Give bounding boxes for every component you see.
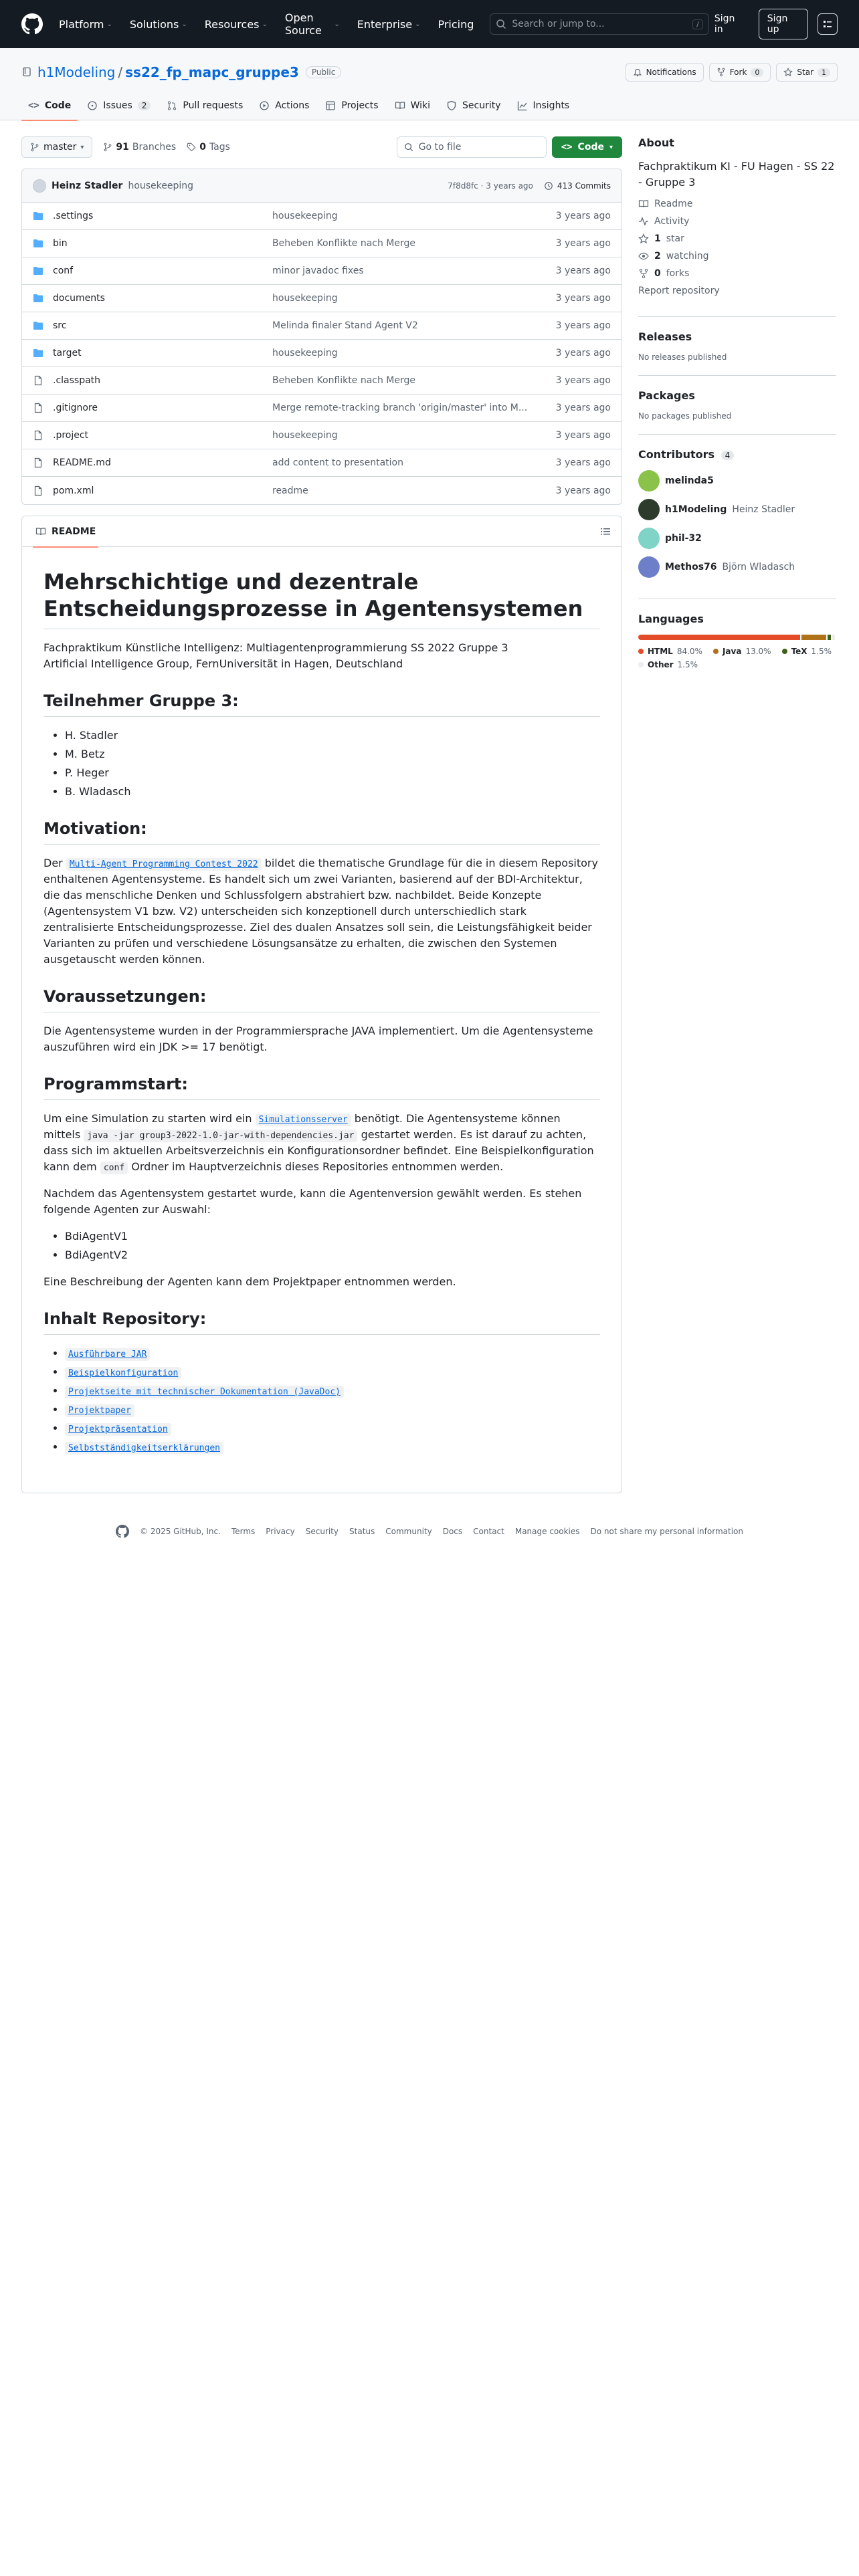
folder-icon [33,320,43,331]
jar-link[interactable]: Ausführbare JAR [65,1347,150,1360]
list-item: • BdiAgentV1 [65,1228,600,1245]
presentation-link[interactable]: Projektpräsentation [65,1422,171,1434]
language-bar-segment [832,635,835,640]
chevron-down-icon: ⌄ [181,20,187,28]
readme-tab[interactable]: README [33,516,98,547]
pulse-icon [638,216,649,227]
commit-author[interactable]: Heinz Stadler [52,180,123,191]
file-icon [33,430,43,441]
file-name-link[interactable]: bin [53,238,68,249]
file-commit-date: 3 years ago [555,403,611,413]
agents-list [43,1228,600,1263]
report-repository-link[interactable]: Report repository [638,286,720,296]
file-name-link[interactable]: target [53,348,82,358]
nav-platform[interactable]: Platform ⌄ [59,17,112,31]
avatar [638,499,660,520]
about-heading: About [638,136,674,149]
footer-link[interactable]: Community [385,1527,432,1536]
file-row[interactable] [22,367,622,395]
list-item [65,1346,600,1362]
file-commit-date: 3 years ago [555,457,611,468]
github-logo-icon[interactable] [116,1525,129,1538]
file-row[interactable] [22,203,622,230]
menu-icon[interactable] [818,13,838,35]
book-icon [638,199,649,209]
file-name-link[interactable]: .classpath [53,375,101,386]
avatar [638,528,660,549]
language-bar-segment [638,635,800,640]
file-toolbar [21,136,622,158]
file-name-link[interactable]: .project [53,430,89,441]
content-links-list [43,1346,600,1455]
nav-solutions[interactable]: Solutions ⌄ [129,17,187,31]
file-icon [33,375,43,386]
file-commit-date: 3 years ago [555,238,611,249]
heading-repo-content: Inhalt Repository: [43,1309,600,1335]
mapc-2022-link[interactable]: Multi-Agent Programming Contest 2022 [66,857,262,869]
tab-pull-requests[interactable]: Pull requests [160,95,250,120]
repo-owner-link[interactable]: h1Modeling [37,64,116,80]
file-row[interactable] [22,395,622,422]
global-header [0,0,859,48]
heading-members: Teilnehmer Gruppe 3: [43,691,600,717]
page-footer [0,1525,859,1538]
avatar [638,556,660,578]
readme-panel [21,516,622,1493]
folder-icon [33,211,43,221]
commit-message[interactable]: housekeeping [128,180,194,191]
file-row[interactable] [22,477,622,504]
list-item: • H. Stadler [65,728,600,744]
tab-wiki[interactable]: Wiki [388,95,437,120]
fork-button[interactable]: Fork 0 [709,63,771,82]
tab-security[interactable]: Security [440,95,508,120]
nav-pricing[interactable]: Pricing [438,17,474,31]
list-item: • M. Betz [65,746,600,762]
play-icon [259,100,270,111]
file-name-link[interactable]: .gitignore [53,403,98,413]
members-list [43,728,600,800]
notifications-button[interactable]: Notifications [626,63,704,82]
commits-history-link[interactable]: 413 Commits [544,181,611,191]
tab-insights[interactable]: Insights [510,95,577,120]
language-bar-segment [801,635,826,640]
file-row[interactable] [22,340,622,367]
latest-commit [22,169,622,203]
contributors-count: 4 [721,451,735,460]
sign-in-link[interactable]: Sign in [714,13,735,35]
branch-icon [30,142,39,152]
file-name-link[interactable]: documents [53,293,105,304]
avatar [33,179,46,193]
heading-program-start: Programmstart: [43,1074,600,1100]
file-commit-message[interactable]: housekeeping [272,211,338,221]
file-name-link[interactable]: .settings [53,211,94,221]
tab-code[interactable]: <> Code [21,95,78,120]
no-releases-text: No releases published [638,352,727,362]
contributor-item[interactable]: h1Modeling Heinz Stadler [638,499,836,520]
tags-link[interactable]: 0 Tags [187,142,230,152]
file-row[interactable] [22,449,622,477]
repo-header [0,48,859,120]
file-commit-date: 3 years ago [555,485,611,496]
shield-icon [446,100,457,111]
avatar [638,470,660,492]
chevron-down-icon: ⌄ [334,20,340,28]
github-logo-icon[interactable] [21,13,43,35]
contributor-item[interactable]: melinda5 [638,470,836,492]
list-item: • P. Heger [65,765,600,781]
packages-heading[interactable]: Packages [638,389,695,402]
file-name-link[interactable]: src [53,320,67,331]
file-commit-date: 3 years ago [555,430,611,441]
footer-link[interactable]: Terms [231,1527,256,1536]
language-color-dot [713,649,719,654]
file-row[interactable] [22,312,622,340]
repo-tabs [21,95,838,120]
file-row[interactable] [22,285,622,312]
folder-icon [33,238,43,249]
file-name-link[interactable]: README.md [53,457,111,468]
readme-intro: Fachpraktikum Künstliche Intelligenz: Multiagentenprogrammierung SS 2022 Gruppe 3 Artificial Intelligence Group, FernUniversität in Hagen, Deutschland [43,641,508,670]
watchers-link[interactable]: 2 watching [638,251,836,261]
readme-content [22,547,622,1493]
activity-link[interactable]: Activity [638,216,836,227]
file-commit-date: 3 years ago [555,375,611,386]
file-commit-date: 3 years ago [555,265,611,276]
global-nav [59,11,474,37]
releases-heading[interactable]: Releases [638,330,692,343]
language-color-dot [638,662,644,667]
forks-link[interactable]: 0 forks [638,268,836,279]
folder-icon [33,293,43,304]
contributors-heading[interactable]: Contributors 4 [638,448,836,461]
file-row[interactable] [22,257,622,285]
file-commit-message[interactable]: housekeeping [272,430,338,441]
pull-request-icon [167,100,177,111]
branch-selector[interactable]: master ▾ [21,136,92,158]
history-icon [544,181,553,191]
eye-icon [638,251,649,261]
list-item [65,1420,600,1436]
chevron-down-icon: ⌄ [106,20,112,28]
visibility-badge: Public [306,66,342,78]
config-example-link[interactable]: Beispielkonfiguration [65,1366,181,1378]
language-bar [638,635,836,640]
footer-link[interactable]: Status [349,1527,375,1536]
language-item[interactable]: HTML 84.0% [638,647,702,656]
nav-resources[interactable]: Resources ⌄ [204,17,268,31]
tab-actions[interactable]: Actions [252,95,316,120]
list-item [65,1439,600,1455]
project-paper-link[interactable]: Projektpaper [65,1403,134,1416]
list-item: • BdiAgentV2 [65,1247,600,1263]
code-dropdown-button[interactable]: <> Code ▾ [552,136,622,158]
jar-command-code: java -jar group3-2022-1.0-jar-with-dependencies.jar [84,1130,357,1142]
simulation-server-link[interactable]: Simulationsserver [256,1112,351,1125]
list-item [65,1383,600,1399]
list-item [65,1364,600,1380]
javadoc-link[interactable]: Projektseite mit technischer Dokumentation (JavaDoc) [65,1384,344,1397]
agent-description-paragraph: Eine Beschreibung der Agenten kann dem Projektpaper entnommen werden. [43,1275,456,1288]
program-start-paragraph: Um eine Simulation zu starten wird ein Simulationsserver benötigt. Die Agentensysteme können mittels java -jar group3-2022-1.0-jar-with-dependencies.jar gestartet werden. Es ist darauf zu achten, dass sich im aktuellen Arbeitsverzeichnis ein Konfigurationsordner befindet. Eine Beispielkonfiguration kann dem conf Ordner im Hauptverzeichnis dieses Repositories entnommen werden. [43,1112,594,1173]
fork-icon [717,68,726,77]
heading-motivation: Motivation: [43,819,600,845]
file-icon [33,403,43,413]
contributor-item[interactable]: Methos76 Björn Wladasch [638,556,836,578]
footer-link[interactable]: Docs [442,1527,463,1536]
file-commit-message[interactable]: Melinda finaler Stand Agent V2 [272,320,418,331]
repo-path-separator: / [118,64,123,80]
stars-link[interactable]: 1 star [638,233,836,244]
search-icon [404,142,413,152]
branch-icon [103,142,112,152]
languages-heading: Languages [638,613,704,625]
footer-link[interactable]: Manage cookies [514,1527,580,1536]
file-commit-message[interactable]: readme [272,485,308,496]
search-input[interactable]: Search or jump to... / [490,13,708,35]
chevron-down-icon: ⌄ [415,20,421,28]
list-item [65,1402,600,1418]
repo-sidebar [638,136,836,1493]
file-list [21,169,622,505]
heading-prerequisites: Voraussetzungen: [43,986,600,1012]
prerequisites-paragraph: Die Agentensysteme wurden in der Programmiersprache JAVA implementiert. Um die Agentensysteme auszuführen wird ein JDK >= 17 benötigt. [43,1025,593,1053]
commit-hash-time[interactable]: 7f8d8fc · 3 years ago [448,181,533,191]
search-shortcut-hint: / [692,19,703,29]
footer-link[interactable]: Privacy [266,1527,295,1536]
caret-down-icon: ▾ [609,143,613,151]
file-icon [33,457,43,468]
issue-icon [87,100,98,111]
declarations-link[interactable]: Selbstständigkeitserklärungen [65,1440,223,1453]
book-icon [395,100,405,111]
book-icon [35,526,46,537]
language-bar-segment [828,635,830,640]
code-icon: <> [561,142,573,152]
motivation-paragraph: Der Multi-Agent Programming Contest 2022 bildet die thematische Grundlage für die in diesem Repository enthaltenen Agentensysteme. Es handelt sich um zwei Varianten, basierend auf der BDI-Architektur, die das menschliche Denken und Schlussfolgern abstrahiert bzw. nachbildet. Beide Konzepte (Agentensystem V1 bzw. V2) unterscheiden sich konzeptionell durch unterschiedlich stark zentralisierte Entscheidungsprozesse. Ziel des dualen Ansatzes soll sein, die Leistungsfähigkeit beider Varianten zu prüfen und verschiedene Lösungsansätze zu erhalten, die zwischen den Systemen ausgetauscht werden können. [43,857,598,966]
file-commit-message[interactable]: housekeeping [272,293,338,304]
file-commit-date: 3 years ago [555,211,611,221]
search-icon [496,19,506,29]
star-count: 1 [818,68,830,77]
file-row[interactable] [22,422,622,449]
agent-selection-paragraph: Nachdem das Agentensystem gestartet wurde, kann die Agentenversion gewählt werden. Es stehen folgende Agenten zur Auswahl: [43,1187,582,1216]
table-icon [325,100,336,111]
about-section [638,136,836,317]
file-commit-message[interactable]: housekeeping [272,348,338,358]
nav-enterprise[interactable]: Enterprise ⌄ [357,17,421,31]
file-name-link[interactable]: conf [53,265,74,276]
language-item[interactable]: Other 1.5% [638,660,698,669]
footer-link[interactable]: Security [305,1527,339,1536]
bell-icon [633,68,642,77]
file-icon [33,486,43,496]
releases-section [638,330,836,376]
tab-projects[interactable]: Projects [318,95,385,120]
folder-icon [33,348,43,358]
contributor-item[interactable]: phil-32 [638,528,836,549]
readme-link[interactable]: Readme [638,199,836,209]
conf-folder-code: conf [100,1162,128,1174]
languages-section [638,613,836,683]
file-commit-message[interactable]: add content to presentation [272,457,403,468]
file-commit-message[interactable]: Beheben Konflikte nach Merge [272,375,415,386]
footer-link[interactable]: Contact [473,1527,504,1536]
language-color-dot [638,649,644,654]
file-commit-message[interactable]: Beheben Konflikte nach Merge [272,238,415,249]
caret-down-icon: ▾ [80,143,84,151]
repo-content [21,136,622,1493]
file-commit-message[interactable]: minor javadoc fixes [272,265,364,276]
nav-open-source[interactable]: Open Source ⌄ [284,11,340,37]
readme-title: Mehrschichtige und dezentrale Entscheidungsprozesse in Agentensystemen [43,568,600,629]
outline-icon[interactable] [600,526,611,537]
graph-icon [517,100,528,111]
repo-name-link[interactable]: ss22_fp_mapc_gruppe3 [125,64,299,80]
language-item[interactable]: Java 13.0% [713,647,771,656]
fork-count: 0 [751,68,763,77]
star-button[interactable]: Star 1 [776,63,838,82]
list-item: • B. Wladasch [65,784,600,800]
file-name-link[interactable]: pom.xml [53,485,94,496]
branches-link[interactable]: 91 Branches [103,142,176,152]
file-commit-message[interactable]: Merge remote-tracking branch 'origin/master' into M... [272,403,528,413]
tag-icon [187,142,196,152]
go-to-file-input[interactable]: Go to file [397,136,547,158]
sign-up-button[interactable]: Sign up [759,9,809,39]
no-packages-text: No packages published [638,411,732,421]
chevron-down-icon: ⌄ [262,20,268,28]
star-icon [783,68,793,77]
copyright: © 2025 GitHub, Inc. [140,1527,221,1536]
fork-icon [638,268,649,279]
language-item[interactable]: TeX 1.5% [782,647,832,656]
language-color-dot [782,649,787,654]
footer-link[interactable]: Do not share my personal information [590,1527,743,1536]
repo-icon [21,67,32,78]
file-row[interactable] [22,230,622,257]
file-commit-date: 3 years ago [555,293,611,304]
code-icon: <> [28,100,39,111]
folder-icon [33,265,43,276]
tab-issues[interactable]: Issues 2 [80,95,157,120]
star-icon [638,233,649,244]
issues-count: 2 [138,101,151,110]
repo-description: Fachpraktikum KI - FU Hagen - SS 22 - Gruppe 3 [638,160,835,189]
packages-section [638,389,836,435]
file-commit-date: 3 years ago [555,348,611,358]
file-commit-date: 3 years ago [555,320,611,331]
contributors-section [638,448,836,599]
